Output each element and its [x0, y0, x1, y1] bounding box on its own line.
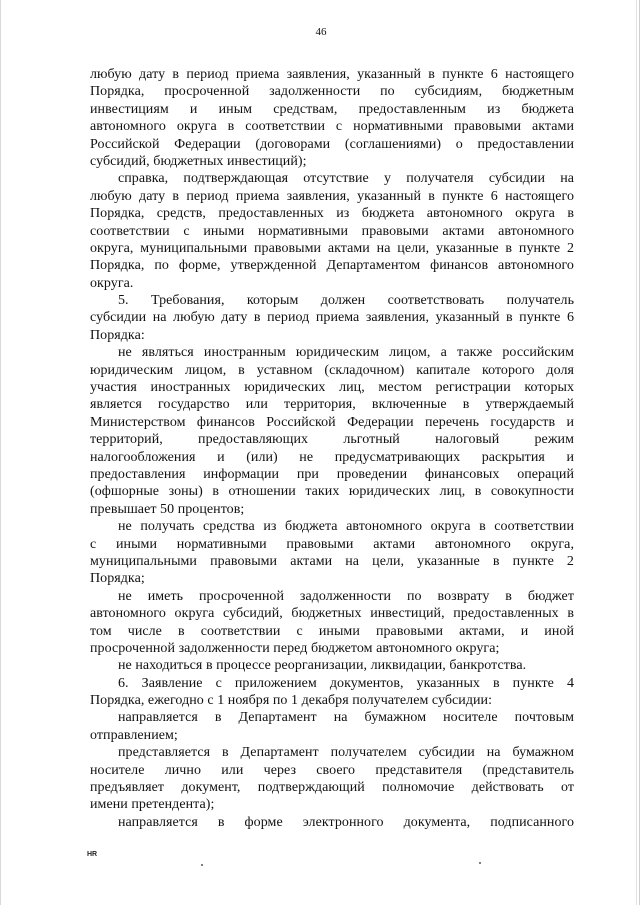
text-line: Порядка, по форме, утвержденной Департаментом финансов автономного: [90, 258, 574, 274]
text-line: не являться иностранным юридическим лицом, а также российским: [118, 345, 574, 361]
text-line: налогообложения и (или) не предусматривающих раскрытия и: [90, 449, 574, 465]
page-number: 46: [315, 26, 327, 38]
text-line: юридическим лицом, в уставном (складочном) капитале которого доля: [90, 362, 574, 378]
text-line: округа.: [90, 275, 134, 291]
text-line: Российской Федерации (договорами (соглашениями) о предоставлении: [90, 136, 574, 152]
text-line: не получать средства из бюджета автономного округа в соответствии: [118, 519, 574, 535]
scan-speck: [201, 864, 203, 866]
text-line: представляется в Департамент получателем субсидии на бумажном: [118, 745, 574, 761]
text-line: любую дату в период приема заявления, указанный в пункте 6 настоящего: [90, 67, 574, 82]
scan-edge: [636, 0, 637, 905]
document-body: [90, 66, 574, 831]
text-line: Порядка;: [90, 571, 145, 587]
text-line: автономного округа субсидий, бюджетных инвестиций, предоставленных в: [90, 606, 574, 622]
text-line: направляется в форме электронного документа, подписанного: [118, 814, 574, 830]
text-line: просроченной задолженности перед бюджетом автономного округа;: [90, 640, 500, 656]
text-line: территорий, предоставляющих льготный налоговый режим: [90, 432, 574, 448]
text-line: носителе лично или через своего представителя (представитель: [90, 762, 574, 778]
text-line: инвестициям и иным средствам, предоставленным из бюджета: [90, 101, 574, 117]
text-line: Министерством финансов Российской Федерации перечень государств и: [90, 414, 574, 430]
text-line: округа, муниципальными правовыми актами на цели, указанные в пункте 2: [90, 240, 574, 256]
text-line: Порядка, ежегодно с 1 ноября по 1 декабря получателем субсидии:: [90, 693, 493, 709]
text-line: Порядка, просроченной задолженности по субсидиям, бюджетным: [90, 84, 574, 100]
text-line: с иными нормативными правовыми актами автономного округа,: [90, 536, 574, 552]
text-line: субсидии на любую дату в период приема заявления, указанный в пункте 6: [90, 310, 574, 326]
text-line: субсидий, бюджетных инвестиций);: [90, 153, 307, 169]
text-line: отправлением;: [90, 727, 178, 743]
text-line: муниципальными правовыми актами на цели, указанные в пункте 2: [90, 553, 574, 569]
text-line: 5. Требования, которым должен соответствовать получатель: [118, 293, 574, 309]
text-line: направляется в Департамент на бумажном носителе почтовым: [118, 710, 574, 726]
text-line: Порядка, средств, предоставленных из бюджета автономного округа в: [90, 206, 574, 222]
text-line: Порядка:: [90, 327, 145, 343]
text-line: 6. Заявление с приложением документов, указанных в пункте 4: [118, 675, 574, 691]
text-line: предъявляет документ, подтверждающий полномочие действовать от: [90, 780, 574, 796]
text-line: участия иностранных юридических лиц, местом регистрации которых: [90, 380, 574, 396]
text-line: том числе в соответствии с иными правовыми актами, и иной: [90, 623, 574, 639]
text-line: автономного округа в соответствии с нормативными правовыми актами: [90, 119, 574, 135]
text-line: предоставления информации при проведении финансовых операций: [90, 466, 574, 482]
text-line: не иметь просроченной задолженности по возврату в бюджет: [118, 588, 574, 604]
text-line: не находиться в процессе реорганизации, ликвидации, банкротства.: [118, 658, 527, 674]
text-line: любую дату в период приема заявления, указанный в пункте 6 настоящего: [90, 188, 574, 204]
text-line: справка, подтверждающая отсутствие у получателя субсидии на: [118, 171, 574, 187]
text-line: является государство или территория, включенные в утверждаемый: [90, 397, 574, 413]
scan-speck: [479, 862, 481, 864]
text-line: имени претендента);: [90, 797, 215, 813]
footer-mark: HR: [87, 851, 98, 858]
text-line: соответствии с иными нормативными правовыми актами автономного: [90, 223, 574, 239]
text-line: (офшорные зоны) в отношении таких юридических лиц, в совокупности: [90, 484, 574, 500]
text-line: превышает 50 процентов;: [90, 501, 245, 517]
